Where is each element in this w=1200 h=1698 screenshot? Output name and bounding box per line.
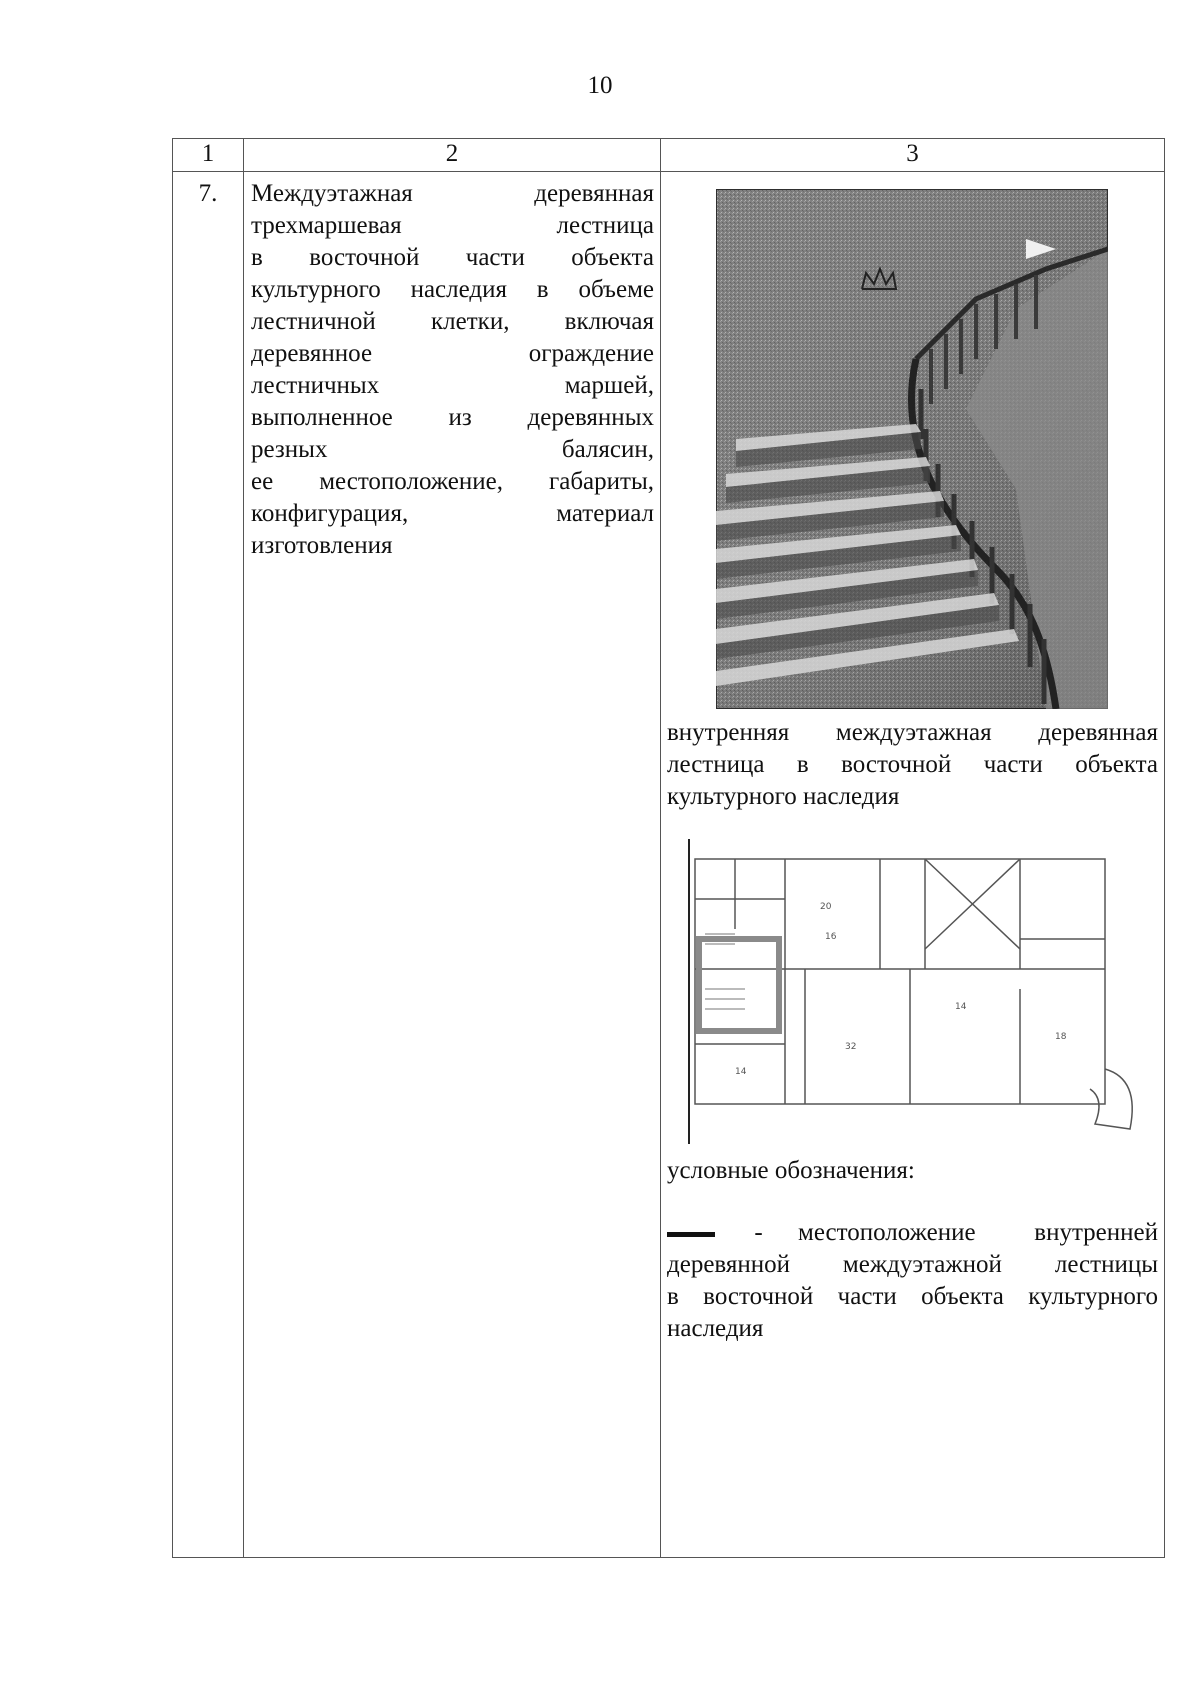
header-col-3: 3 bbox=[661, 139, 1165, 172]
description-line: трехмаршевая лестница bbox=[251, 212, 654, 239]
header-row bbox=[173, 139, 1165, 172]
staircase-photo bbox=[716, 189, 1108, 709]
description-line: лестничных маршей, bbox=[251, 372, 654, 399]
description-line: резных балясин, bbox=[251, 436, 654, 463]
svg-text:18: 18 bbox=[1055, 1032, 1067, 1042]
table-row bbox=[173, 172, 1165, 1558]
description-line: лестничной клетки, включая bbox=[251, 308, 654, 335]
svg-text:16: 16 bbox=[825, 932, 837, 942]
floor-plan bbox=[675, 839, 1145, 1149]
legend-line: в восточной части объекта культурного bbox=[667, 1283, 1158, 1310]
description-line: конфигурация, материал bbox=[251, 500, 654, 527]
header-col-1: 1 bbox=[173, 139, 244, 172]
row-description bbox=[244, 172, 661, 1558]
caption-line: культурного наследия bbox=[667, 783, 900, 810]
caption-line: внутренняя междуэтажная деревянная bbox=[667, 719, 1158, 746]
legend-line: деревянной междуэтажной лестницы bbox=[667, 1251, 1158, 1278]
svg-text:32: 32 bbox=[845, 1042, 857, 1052]
svg-text:20: 20 bbox=[820, 902, 832, 912]
description-line: в восточной части объекта bbox=[251, 244, 654, 271]
legend-line: наследия bbox=[667, 1315, 764, 1342]
legend bbox=[667, 1217, 1158, 1345]
page-number: 10 bbox=[587, 72, 613, 99]
caption-line: лестница в восточной части объекта bbox=[667, 751, 1158, 778]
description-line: Междуэтажная деревянная bbox=[251, 180, 654, 207]
description-line: выполненное из деревянных bbox=[251, 404, 654, 431]
description-line: изготовления bbox=[251, 532, 393, 559]
photo-caption bbox=[667, 717, 1158, 813]
legend-swatch-group bbox=[667, 1219, 763, 1246]
row-index: 7. bbox=[173, 172, 244, 1558]
description-line: ее местоположение, габариты, bbox=[251, 468, 654, 495]
svg-text:14: 14 bbox=[735, 1067, 747, 1077]
legend-swatch bbox=[667, 1232, 715, 1237]
legend-dash: - bbox=[754, 1219, 763, 1246]
legend-first-line bbox=[667, 1217, 1158, 1249]
legend-title: условные обозначения: bbox=[667, 1157, 915, 1184]
description-line: деревянное ограждение bbox=[251, 340, 654, 367]
row-illustrations bbox=[661, 172, 1165, 1558]
heritage-table bbox=[172, 138, 1165, 1558]
svg-text:14: 14 bbox=[955, 1002, 967, 1012]
header-col-2: 2 bbox=[244, 139, 661, 172]
description-line: культурного наследия в объеме bbox=[251, 276, 654, 303]
legend-text: местоположение внутренней bbox=[798, 1219, 1159, 1246]
